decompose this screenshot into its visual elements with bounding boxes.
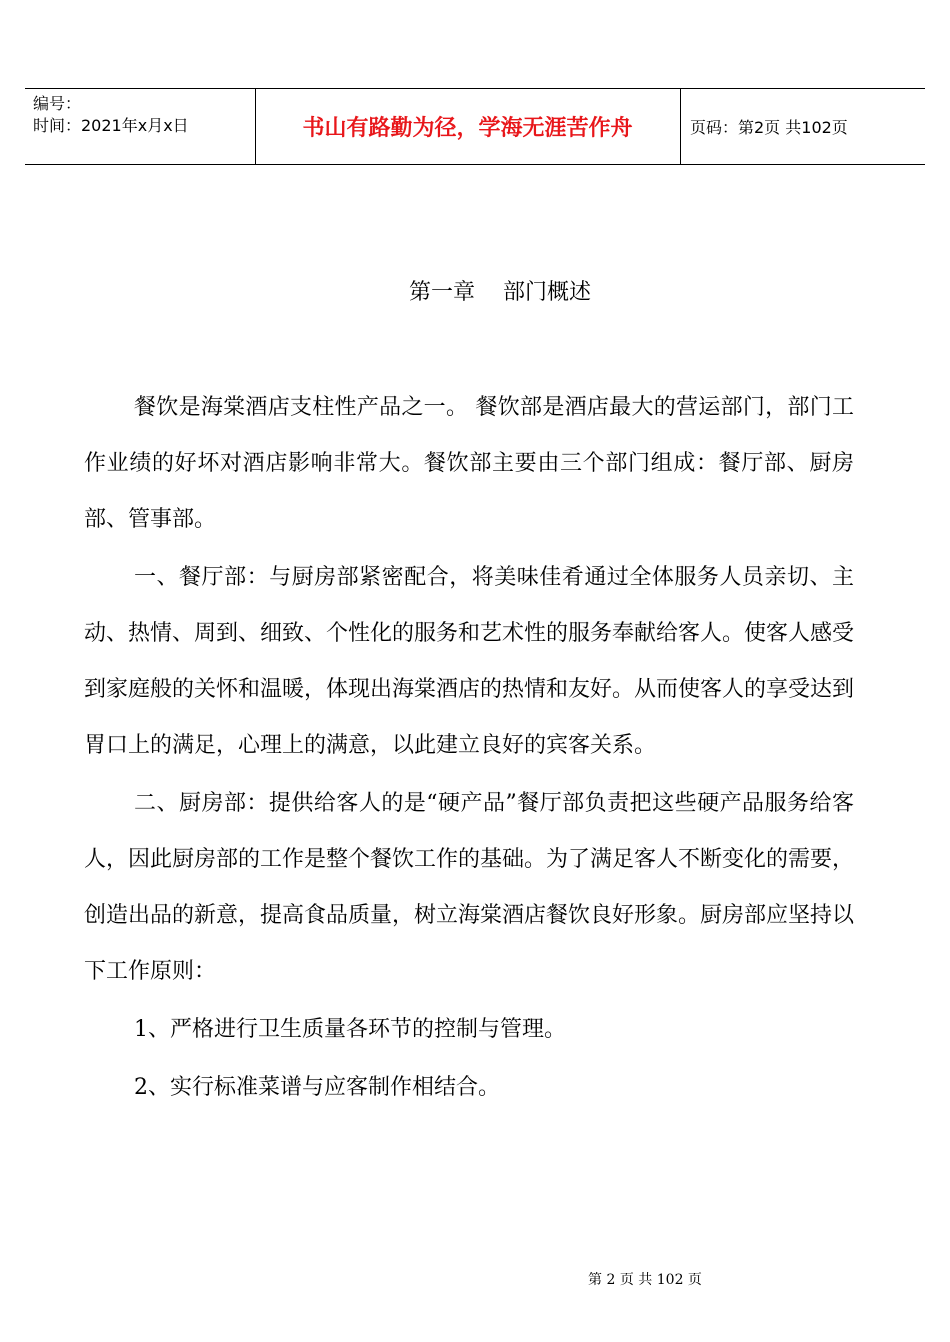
page-header xyxy=(25,88,925,165)
chapter-title: 第一章 部门概述 xyxy=(409,280,591,305)
paragraph: 餐饮是海棠酒店支柱性产品之一。 餐饮部是酒店最大的营运部门，部门工作业绩的好坏对酒店影响非常大。餐饮部主要由三个部门组成：餐厅部、厨房部、管事部。 xyxy=(84,395,854,532)
document-body xyxy=(84,380,854,1118)
paragraph: 2、实行标准菜谱与应客制作相结合。 xyxy=(134,1075,500,1100)
page-footer: 第 2 页 共 102 页 xyxy=(588,1272,702,1288)
paragraph: 二、厨房部：提供给客人的是“硬产品”餐厅部负责把这些硬产品服务给客人，因此厨房部的工作是整个餐饮工作的基础。为了满足客人不断变化的需要，创造出品的新意，提高食品质量，树立海棠酒店餐饮良好形象。厨房部应坚持以下工作原则： xyxy=(84,791,855,984)
header-motto: 书山有路勤为径，学海无涯苦作舟 xyxy=(302,116,633,141)
document-number: 编号： xyxy=(33,94,82,113)
document-time: 时间：2021年x月x日 xyxy=(33,116,189,135)
header-meta xyxy=(33,93,189,137)
paragraph: 一、餐厅部：与厨房部紧密配合，将美味佳肴通过全体服务人员亲切、主动、热情、周到、细致、个性化的服务和艺术性的服务奉献给客人。使客人感受到家庭般的关怀和温暖，体现出海棠酒店的热情和友好。从而使客人的享受达到胃口上的满足，心理上的满意，以此建立良好的宾客关系。 xyxy=(84,565,855,758)
paragraph: 1、严格进行卫生质量各环节的控制与管理。 xyxy=(134,1017,566,1042)
header-page-info: 页码：第2页 共102页 xyxy=(690,118,848,137)
header-divider xyxy=(680,89,681,164)
